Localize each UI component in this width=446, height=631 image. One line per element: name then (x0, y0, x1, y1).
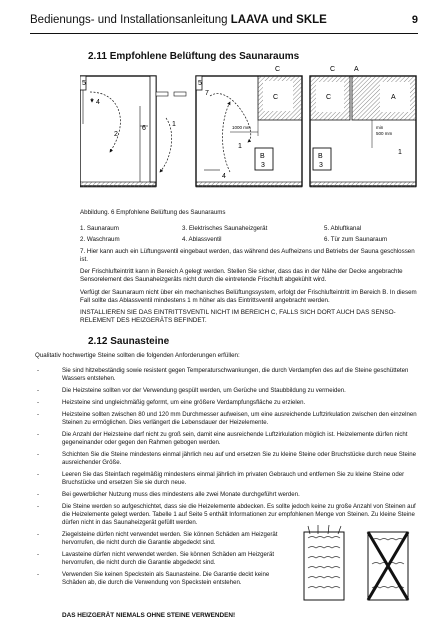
legend-item: 2. Waschraum (80, 236, 120, 243)
fig-label-a-right: A (391, 94, 396, 101)
fig-label-c-right: C (326, 94, 332, 101)
paragraph-fresh-air-b: Verfügt der Saunaraum nicht über ein mechanisches Belüftungssystem, erfolgt der Frischlufteintritt im Bereich B. In diesem Fall sollte das Ablassventil mindestens 1 m höher als das Eintrittsventil angebracht werden. (80, 289, 417, 304)
header-model: SKLE (296, 14, 327, 26)
fig-label-7: 7 (205, 90, 209, 97)
fig-label-2: 2 (114, 131, 118, 138)
list-item: - Bei gewerblicher Nutzung muss dies mindestens alle zwei Monate durchgeführt werden. (37, 491, 300, 499)
dimension-500: 500 mm (376, 131, 393, 136)
fig-label-c-top-right: C (330, 66, 336, 73)
list-item: - Die Anzahl der Heizsteine darf nicht zu groß sein, damit eine ausreichende Luftzirkulation möglich ist. Heizelemente dürfen nicht gegeneinander oder gegen den Rahmen gebogen werden. (37, 431, 408, 447)
fig-label-a-top-right: A (354, 66, 359, 73)
page-number: 9 (411, 14, 418, 26)
list-item: - Verwenden Sie keinen Speckstein als Saunasteine. Die Garantie deckt keine Schäden ab, die durch die Verwendung von Speckstein entstehen. (37, 571, 270, 587)
legend-item: 6. Tür zum Saunaraum (324, 236, 388, 243)
header-title (30, 14, 327, 26)
fig-label-1-left: 1 (172, 121, 176, 128)
header-brand: LAAVA (230, 14, 269, 26)
section-heading-2-11: 2.11 Empfohlene Belüftung des Saunaraums (88, 51, 300, 62)
list-item: - Die Heizsteine sollten vor der Verwendung gespült werden, um Gerüche und Staubbildung zu vermeiden. (37, 386, 346, 394)
heater-stones-wrong (368, 532, 408, 600)
fig-label-c-top-mid: C (275, 66, 281, 73)
list-item: - Lavasteine dürfen nicht verwendet werden. Sie können Schäden am Heizgerät hervorrufen, die nicht durch die Garantie abgedeckt sind. (37, 551, 275, 567)
fig-label-3-right: 3 (319, 162, 323, 169)
final-warning: DAS HEIZGERÄT NIEMALS OHNE STEINE VERWENDEN! (62, 612, 236, 619)
fig-label-1-right: 1 (398, 149, 402, 156)
middle-diagram (196, 66, 302, 187)
fig-label-1-mid: 1 (238, 143, 242, 150)
warning-inlet-valve: INSTALLIEREN SIE DAS EINTRITTSVENTIL NICHT IM BEREICH C, FALLS SICH DORT AUCH DAS SENSO-RELEMENT DES HEIZGERÄTS BEFINDET. (80, 309, 396, 325)
section-intro: Qualitativ hochwertige Steine sollten die folgenden Anforderungen erfüllen: (35, 352, 240, 359)
figure-legend (80, 225, 420, 247)
figure-caption: Abbildung. 6 Empfohlene Belüftung des Saunaraums (80, 209, 226, 216)
list-item-text: Schichten Sie die Steine mindestens einmal jährlich neu auf und ersetzen Sie zu kleine Steine oder Bruchstücke durch neue Steine ausreichender Größe. (62, 451, 416, 467)
ventilation-figure (80, 62, 420, 202)
list-item-text: Bei gewerblicher Nutzung muss dies mindestens alle zwei Monate durchgeführt werden. (62, 491, 300, 499)
legend-row (80, 236, 420, 247)
fig-label-5-mid: 5 (198, 80, 202, 87)
header-title-prefix: Bedienungs- und Installationsanleitung (30, 14, 228, 26)
fig-label-b-right: B (318, 153, 323, 160)
header-and: und (271, 14, 293, 26)
list-item-text: Ziegelsteine dürfen nicht verwendet werden. Sie können Schäden am Heizgerät hervorrufen, die nicht durch die Garantie abgedeckt sind. (62, 531, 278, 547)
list-item: - Leeren Sie das Steinfach regelmäßig mindestens einmal jährlich im privaten Gebrauch und entfernen Sie zu kleine Steine oder Bruchstücke und ersetzen Sie sie durch neue. (37, 471, 405, 487)
fig-label-3-mid: 3 (261, 162, 265, 169)
paragraph-fresh-air-a: Der Frischlufteintritt kann in Bereich A gelegt werden. Stellen Sie sicher, dass das in der Nähe der Decke angebrachte Sensorelement des Saunaheizgeräts nicht durch die eintretende Frischluft abgekühlt wird. (80, 268, 403, 283)
list-item-text: Heizsteine sollten zwischen 80 und 120 mm Durchmesser aufweisen, um eine ausreichende Luftzirkulation zwischen den einzelnen Steinen zu ermöglichen. Dies verlängert die Lebensdauer der Heizelemente. (62, 411, 417, 427)
right-diagram (310, 66, 416, 187)
fig-label-4-mid: 4 (222, 173, 226, 180)
list-item: - Die Steine werden so aufgeschichtet, dass sie die Heizelemente abdecken. Es sollte jedoch keine zu große Anzahl von Steinen auf die Heizelemente gelegt werden. Tabelle 1 auf Seite 5 enthält Informationen zur empfohlenen Menge von Steinen. Zu kleine Steine dürfen nicht in das Saunaheizgerät gefüllt werden. (37, 503, 416, 527)
list-item-text: Die Anzahl der Heizsteine darf nicht zu groß sein, damit eine ausreichende Luftzirkulation möglich ist. Heizelemente dürfen nicht gegeneinander oder gegen den Rahmen gebogen werden. (62, 431, 408, 447)
fig-label-4-left: 4 (96, 99, 100, 106)
dimension-min: min (376, 125, 384, 130)
list-item-text: Die Steine werden so aufgeschichtet, dass sie die Heizelemente abdecken. Es sollte jedoch keine zu große Anzahl von Steinen auf die Heizelemente gelegt werden. Tabelle 1 auf Seite 5 enthält Informationen zur empfohlenen Menge von Steinen. Zu kleine Steine dürfen nicht in das Saunaheizgerät gefüllt werden. (62, 503, 416, 527)
heater-stones-correct (304, 525, 344, 600)
page-header (30, 14, 418, 32)
list-item-text: Verwenden Sie keinen Speckstein als Saunasteine. Die Garantie deckt keine Schäden ab, die durch die Verwendung von Speckstein entstehen. (62, 571, 270, 587)
legend-item-7: 7. Hier kann auch ein Lüftungsventil eingebaut werden, das während des Aufheizens und Betriebs der Sauna geschlossen ist. (80, 248, 415, 263)
fig-label-c-mid: C (273, 94, 279, 101)
list-item-text: Lavasteine dürfen nicht verwendet werden. Sie können Schäden am Heizgerät hervorrufen, die nicht durch die Garantie abgedeckt sind. (62, 551, 275, 567)
legend-item: 4. Ablassventil (182, 236, 222, 243)
dimension-1000: 1000 mm (232, 125, 251, 130)
list-item-text: Leeren Sie das Steinfach regelmäßig mindestens einmal jährlich im privaten Gebrauch und entfernen Sie zu kleine Steine oder Bruchstücke und ersetzen Sie sie durch neue. (62, 471, 405, 487)
list-item: - Heizsteine sind ungleichmäßig geformt, um eine größere Verdampfungsfläche zu erzielen. (37, 399, 306, 407)
list-item-text: Sie sind hitzebeständig sowie resistent gegen Temperaturschwankungen, die durch Verdampfen des auf die Steine geschütteten Wassers entstehen. (62, 367, 409, 382)
list-item-text: Heizsteine sind ungleichmäßig geformt, um eine größere Verdampfungsfläche zu erzielen. (62, 399, 306, 407)
list-item: - Ziegelsteine dürfen nicht verwendet werden. Sie können Schäden am Heizgerät hervorrufen, die nicht durch die Garantie abgedeckt sind. (37, 531, 278, 547)
legend-item: 1. Saunaraum (80, 225, 119, 232)
section-heading-2-12: 2.12 Saunasteine (88, 336, 170, 347)
legend-item: 5. Abluftkanal (324, 225, 362, 232)
fig-label-6: 6 (142, 125, 146, 132)
left-diagram (80, 76, 186, 187)
header-rule (30, 33, 418, 34)
legend-item: 3. Elektrisches Saunaheizgerät (182, 225, 268, 232)
fig-label-5-left: 5 (82, 80, 86, 87)
list-item: - Heizsteine sollten zwischen 80 und 120 mm Durchmesser aufweisen, um eine ausreichende Luftzirkulation zwischen den einzelnen Steinen zu ermöglichen. Dies verlängert die Lebensdauer der Heizelemente. (37, 411, 417, 427)
list-item: - Schichten Sie die Steine mindestens einmal jährlich neu auf und ersetzen Sie zu kleine Steine oder Bruchstücke durch neue Steine ausreichender Größe. (37, 451, 416, 467)
list-item: - Sie sind hitzebeständig sowie resistent gegen Temperaturschwankungen, die durch Verdampfen des auf die Steine geschütteten Wassers entstehen. (37, 367, 409, 382)
legend-row (80, 225, 420, 236)
stones-illustration (296, 524, 422, 604)
list-item-text: Die Heizsteine sollten vor der Verwendung gespült werden, um Gerüche und Staubbildung zu vermeiden. (62, 386, 346, 394)
fig-label-b-mid: B (260, 153, 265, 160)
